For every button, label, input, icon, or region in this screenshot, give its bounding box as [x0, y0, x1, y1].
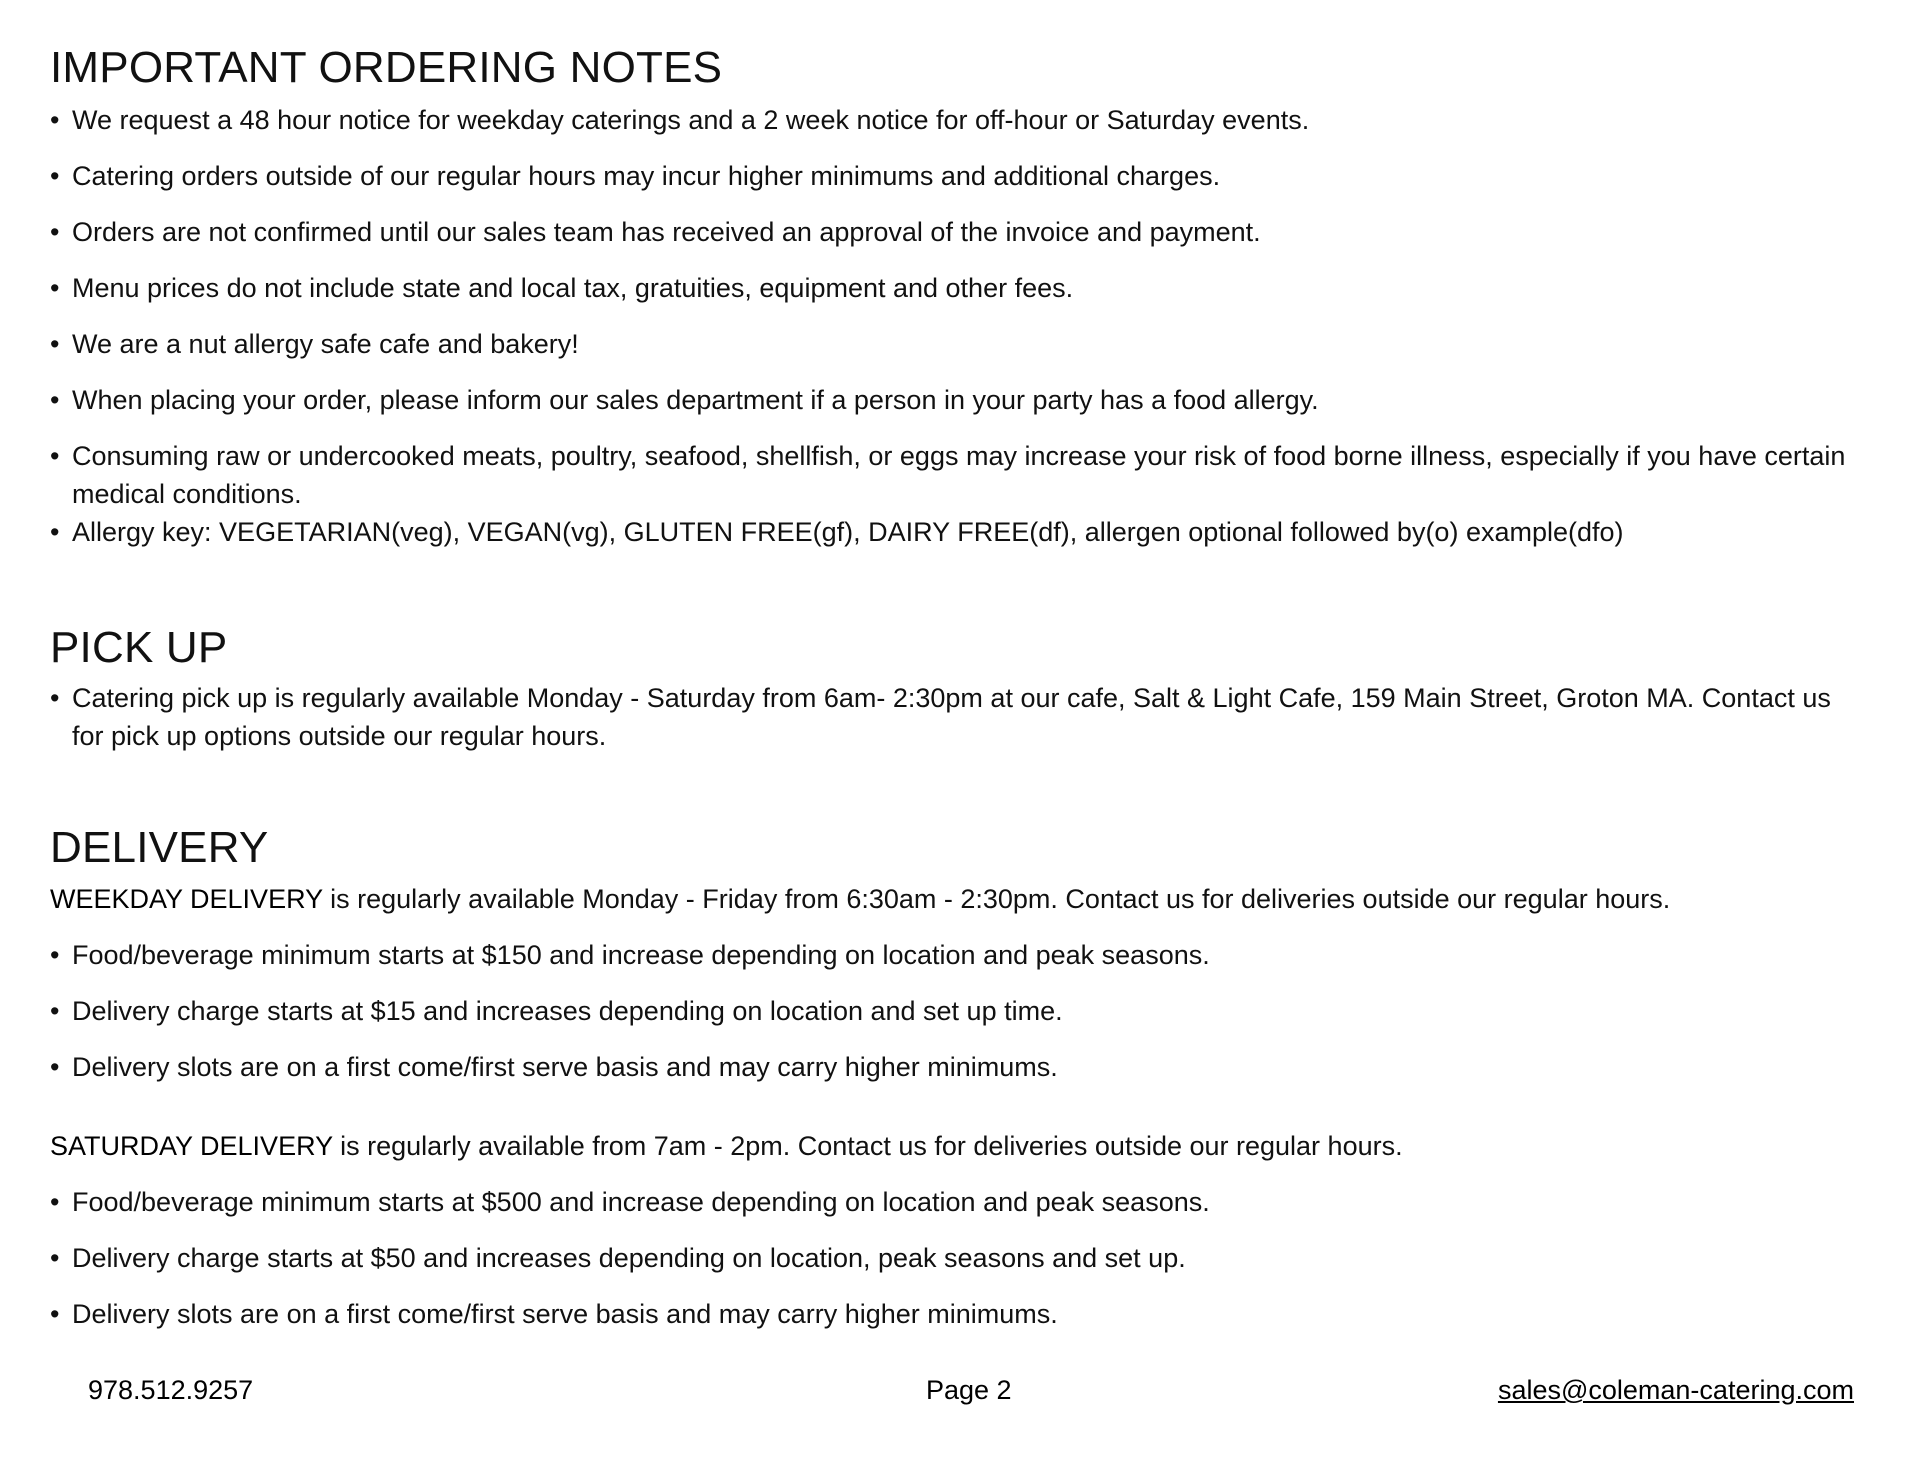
weekday-delivery-section	[50, 880, 1850, 1086]
list-item	[50, 513, 1850, 551]
list-item	[50, 101, 1850, 139]
list-item-text: Catering orders outside of our regular hours may incur higher minimums and additional charges.	[72, 161, 1221, 191]
ordering-notes-heading: IMPORTANT ORDERING NOTES	[50, 43, 723, 92]
bullet-icon: •	[50, 217, 60, 247]
page-footer	[0, 1375, 1920, 1415]
list-item-text: Food/beverage minimum starts at $150 and increase depending on location and peak seasons.	[72, 940, 1210, 970]
pickup-heading: PICK UP	[50, 623, 228, 672]
list-item-text: Catering pick up is regularly available Monday - Saturday from 6am- 2:30pm at our cafe, Salt & Light Cafe, 159 Main Street, Groton MA. Contact us for pick up options outside our regular hours.	[72, 683, 1831, 751]
list-item	[50, 213, 1850, 251]
list-item-text: Delivery slots are on a first come/first serve basis and may carry higher minimums.	[72, 1052, 1058, 1082]
bullet-icon: •	[50, 385, 60, 415]
list-item	[50, 157, 1850, 195]
weekday-delivery-label: WEEKDAY DELIVERY	[50, 884, 323, 914]
list-item-text: Consuming raw or undercooked meats, poultry, seafood, shellfish, or eggs may increase your risk of food borne illness, especially if you have certain medical conditions.	[72, 441, 1846, 509]
delivery-heading: DELIVERY	[50, 823, 269, 872]
saturday-delivery-intro	[50, 1127, 1850, 1165]
bullet-icon: •	[50, 329, 60, 359]
bullet-icon: •	[50, 1243, 60, 1273]
list-item	[50, 1239, 1850, 1277]
bullet-icon: •	[50, 273, 60, 303]
list-item-text: Menu prices do not include state and local tax, gratuities, equipment and other fees.	[72, 273, 1074, 303]
list-item	[50, 381, 1850, 419]
page-number: Page 2	[926, 1375, 1012, 1405]
pickup-list	[50, 679, 1850, 755]
footer-phone: 978.512.9257	[88, 1375, 254, 1405]
saturday-delivery-label: SATURDAY DELIVERY	[50, 1131, 333, 1161]
bullet-icon: •	[50, 1052, 60, 1082]
list-item-text: Delivery slots are on a first come/first serve basis and may carry higher minimums.	[72, 1299, 1058, 1329]
bullet-icon: •	[50, 996, 60, 1026]
list-item-text: Delivery charge starts at $50 and increases depending on location, peak seasons and set up.	[72, 1243, 1186, 1273]
list-item	[50, 437, 1850, 513]
bullet-icon: •	[50, 517, 60, 547]
list-item	[50, 325, 1850, 363]
list-item	[50, 992, 1850, 1030]
list-item-text: We are a nut allergy safe cafe and bakery!	[72, 329, 579, 359]
bullet-icon: •	[50, 940, 60, 970]
list-item	[50, 679, 1850, 755]
list-item	[50, 936, 1850, 974]
list-item	[50, 269, 1850, 307]
bullet-icon: •	[50, 161, 60, 191]
weekday-delivery-intro	[50, 880, 1850, 918]
list-item-text: Food/beverage minimum starts at $500 and increase depending on location and peak seasons.	[72, 1187, 1210, 1217]
weekday-delivery-text: is regularly available Monday - Friday from 6:30am - 2:30pm. Contact us for deliveries outside our regular hours.	[322, 884, 1671, 914]
saturday-delivery-section	[50, 1127, 1850, 1333]
bullet-icon: •	[50, 1187, 60, 1217]
list-item-text: Delivery charge starts at $15 and increases depending on location and set up time.	[72, 996, 1063, 1026]
email-link[interactable]: sales@coleman-catering.com	[1497, 1375, 1854, 1405]
saturday-delivery-text: is regularly available from 7am - 2pm. Contact us for deliveries outside our regular hours.	[332, 1131, 1403, 1161]
list-item-text: Allergy key: VEGETARIAN(veg), VEGAN(vg), GLUTEN FREE(gf), DAIRY FREE(df), allergen optional followed by(o) example(dfo)	[72, 517, 1624, 547]
list-item	[50, 1183, 1850, 1221]
bullet-icon: •	[50, 1299, 60, 1329]
ordering-notes-list	[50, 101, 1850, 551]
list-item	[50, 1048, 1850, 1086]
bullet-icon: •	[50, 105, 60, 135]
list-item-text: When placing your order, please inform our sales department if a person in your party has a food allergy.	[72, 385, 1319, 415]
bullet-icon: •	[50, 683, 60, 713]
bullet-icon: •	[50, 441, 60, 471]
list-item-text: We request a 48 hour notice for weekday caterings and a 2 week notice for off-hour or Saturday events.	[72, 105, 1310, 135]
list-item-text: Orders are not confirmed until our sales team has received an approval of the invoice and payment.	[72, 217, 1261, 247]
list-item	[50, 1295, 1850, 1333]
